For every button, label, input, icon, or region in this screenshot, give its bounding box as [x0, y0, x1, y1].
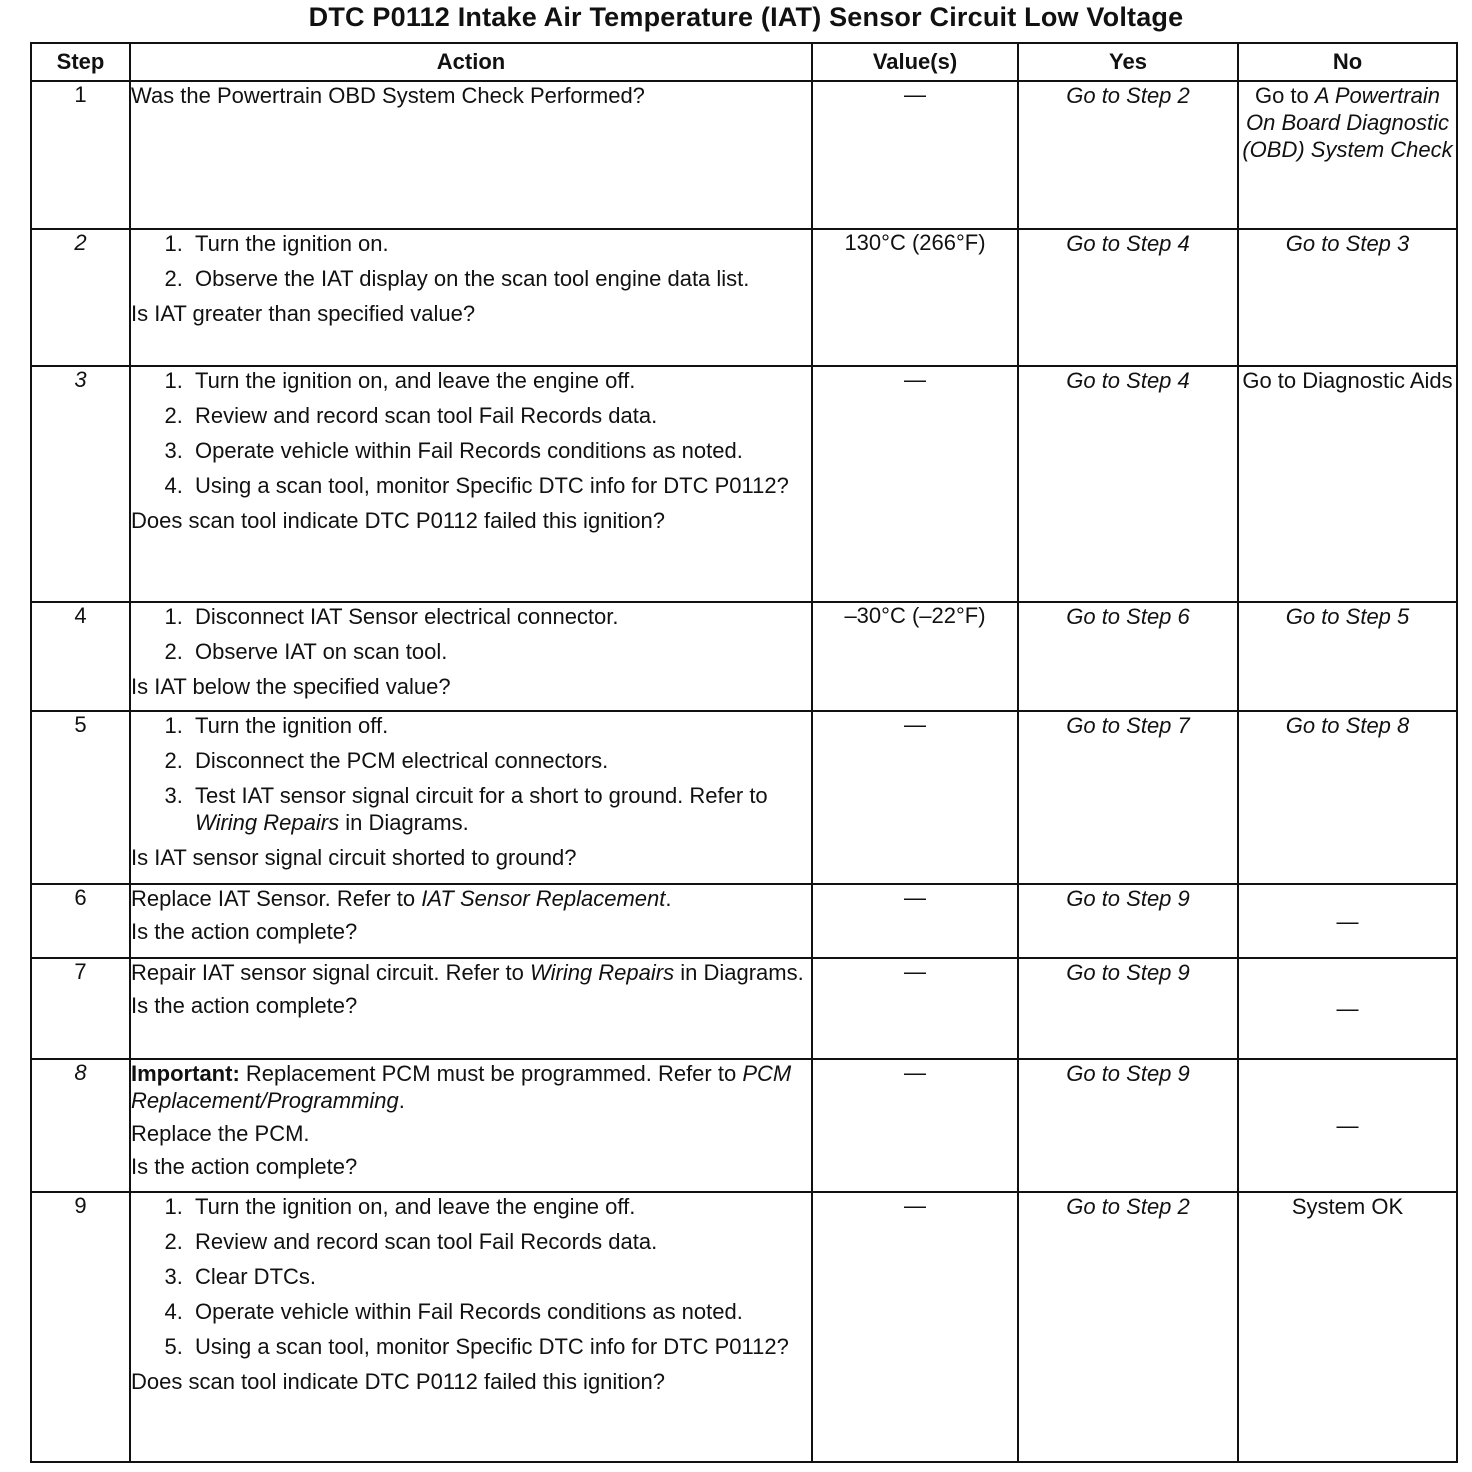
- diagnostic-table: [30, 42, 1458, 1463]
- action-steps: [131, 603, 811, 665]
- action-step: 2. Observe the IAT display on the scan tool engine data list.: [189, 265, 811, 292]
- action-cell: [130, 1059, 812, 1192]
- important-note: [131, 1060, 811, 1114]
- action-step: [189, 782, 811, 836]
- step-number: 1: [31, 81, 130, 229]
- header-values: Value(s): [812, 43, 1018, 81]
- action-question: Does scan tool indicate DTC P0112 failed this ignition?: [131, 1369, 666, 1394]
- action-step: 3. Operate vehicle within Fail Records conditions as noted.: [189, 437, 811, 464]
- yes-cell: Go to Step 7: [1018, 711, 1238, 884]
- no-cell: Go to Diagnostic Aids: [1238, 366, 1457, 602]
- table-row: [31, 1192, 1457, 1462]
- action-step: 1. Turn the ignition off.: [189, 712, 811, 739]
- step-number: 7: [31, 958, 130, 1059]
- important-tail: .: [398, 1088, 405, 1113]
- yes-cell: Go to Step 2: [1018, 81, 1238, 229]
- value-cell: —: [812, 366, 1018, 602]
- action-text-tail: .: [665, 886, 672, 911]
- important-label: Important:: [131, 1061, 240, 1086]
- action-step: 1. Turn the ignition on, and leave the engine off.: [189, 1193, 811, 1220]
- action-cell: [130, 711, 812, 884]
- action-text-lead: Replace IAT Sensor. Refer to: [131, 886, 416, 911]
- action-step-tail: in Diagrams.: [345, 810, 469, 835]
- action-cell: [130, 958, 812, 1059]
- action-question: Is IAT sensor signal circuit shorted to ground?: [131, 845, 577, 870]
- value-cell: —: [812, 1059, 1018, 1192]
- no-cell: [1238, 81, 1457, 229]
- action-text-lead: Repair IAT sensor signal circuit. Refer to: [131, 960, 524, 985]
- step-number: 3: [31, 366, 130, 602]
- no-reference: A Powertrain On Board Diagnostic (OBD) System Check: [1242, 83, 1453, 162]
- value-cell: —: [812, 884, 1018, 958]
- step-number: 5: [31, 711, 130, 884]
- action-step-text: Test IAT sensor signal circuit for a short to ground. Refer to: [195, 783, 768, 808]
- page-title: DTC P0112 Intake Air Temperature (IAT) Sensor Circuit Low Voltage: [308, 2, 1184, 32]
- yes-cell: Go to Step 4: [1018, 366, 1238, 602]
- yes-cell: Go to Step 2: [1018, 1192, 1238, 1462]
- action-step: 2. Disconnect the PCM electrical connectors.: [189, 747, 811, 774]
- reference-link-text: Wiring Repairs: [530, 960, 675, 985]
- value-cell: 130°C (266°F): [812, 229, 1018, 366]
- action-question: Is IAT greater than specified value?: [131, 301, 476, 326]
- action-text: Replace the PCM.: [131, 1121, 310, 1146]
- action-cell: [130, 884, 812, 958]
- action-text: [131, 959, 811, 986]
- action-question: Does scan tool indicate DTC P0112 failed this ignition?: [131, 508, 666, 533]
- value-cell: —: [812, 81, 1018, 229]
- important-text: Replacement PCM must be programmed. Refer to: [245, 1061, 737, 1086]
- step-number: 8: [31, 1059, 130, 1192]
- header-no: No: [1238, 43, 1457, 81]
- action-question: Is IAT below the specified value?: [131, 674, 451, 699]
- action-cell: [130, 366, 812, 602]
- action-steps: [131, 367, 811, 499]
- no-cell: Go to Step 3: [1238, 229, 1457, 366]
- action-text-tail: in Diagrams.: [680, 960, 804, 985]
- no-cell: System OK: [1238, 1192, 1457, 1462]
- table-row: [31, 81, 1457, 229]
- table-row: [31, 229, 1457, 366]
- action-cell: [130, 81, 812, 229]
- action-steps: [131, 230, 811, 292]
- action-cell: [130, 229, 812, 366]
- yes-cell: Go to Step 9: [1018, 958, 1238, 1059]
- no-cell: Go to Step 5: [1238, 602, 1457, 711]
- action-step: 2. Observe IAT on scan tool.: [189, 638, 811, 665]
- reference-link-text: IAT Sensor Replacement: [421, 886, 666, 911]
- no-cell: —: [1238, 1059, 1457, 1192]
- step-number: 9: [31, 1192, 130, 1462]
- action-question: Is the action complete?: [131, 1154, 358, 1179]
- table-row: [31, 958, 1457, 1059]
- action-steps: [131, 1193, 811, 1360]
- action-step: 2. Review and record scan tool Fail Records data.: [189, 1228, 811, 1255]
- table-row: [31, 1059, 1457, 1192]
- action-question: Is the action complete?: [131, 919, 358, 944]
- yes-cell: Go to Step 6: [1018, 602, 1238, 711]
- step-number: 2: [31, 229, 130, 366]
- no-cell: —: [1238, 884, 1457, 958]
- action-steps: [131, 712, 811, 836]
- action-step: 4. Operate vehicle within Fail Records conditions as noted.: [189, 1298, 811, 1325]
- table-row: [31, 602, 1457, 711]
- action-step: 3. Clear DTCs.: [189, 1263, 811, 1290]
- value-cell: —: [812, 711, 1018, 884]
- table-row: [31, 884, 1457, 958]
- action-step: 1. Turn the ignition on, and leave the engine off.: [189, 367, 811, 394]
- table-row: [31, 366, 1457, 602]
- reference-link-text: PCM Replacement/Programming: [131, 1061, 792, 1113]
- yes-cell: Go to Step 4: [1018, 229, 1238, 366]
- no-text: Go to: [1254, 83, 1309, 108]
- step-number: 6: [31, 884, 130, 958]
- yes-cell: Go to Step 9: [1018, 884, 1238, 958]
- action-text: [131, 885, 811, 912]
- action-step: 2. Review and record scan tool Fail Records data.: [189, 402, 811, 429]
- action-step: 1. Disconnect IAT Sensor electrical connector.: [189, 603, 811, 630]
- value-cell: —: [812, 958, 1018, 1059]
- action-question: Is the action complete?: [131, 993, 358, 1018]
- step-number: 4: [31, 602, 130, 711]
- header-action: Action: [130, 43, 812, 81]
- value-cell: –30°C (–22°F): [812, 602, 1018, 711]
- action-cell: [130, 1192, 812, 1462]
- action-step: 4. Using a scan tool, monitor Specific DTC info for DTC P0112?: [189, 472, 811, 499]
- header-yes: Yes: [1018, 43, 1238, 81]
- no-cell: —: [1238, 958, 1457, 1059]
- action-step: 5. Using a scan tool, monitor Specific DTC info for DTC P0112?: [189, 1333, 811, 1360]
- header-row: [31, 43, 1457, 81]
- reference-link-text: Wiring Repairs: [195, 810, 340, 835]
- no-cell: Go to Step 8: [1238, 711, 1457, 884]
- action-step: 1. Turn the ignition on.: [189, 230, 811, 257]
- value-cell: —: [812, 1192, 1018, 1462]
- action-text: Was the Powertrain OBD System Check Performed?: [131, 83, 645, 108]
- action-cell: [130, 602, 812, 711]
- header-step: Step: [31, 43, 130, 81]
- table-row: [31, 711, 1457, 884]
- yes-cell: Go to Step 9: [1018, 1059, 1238, 1192]
